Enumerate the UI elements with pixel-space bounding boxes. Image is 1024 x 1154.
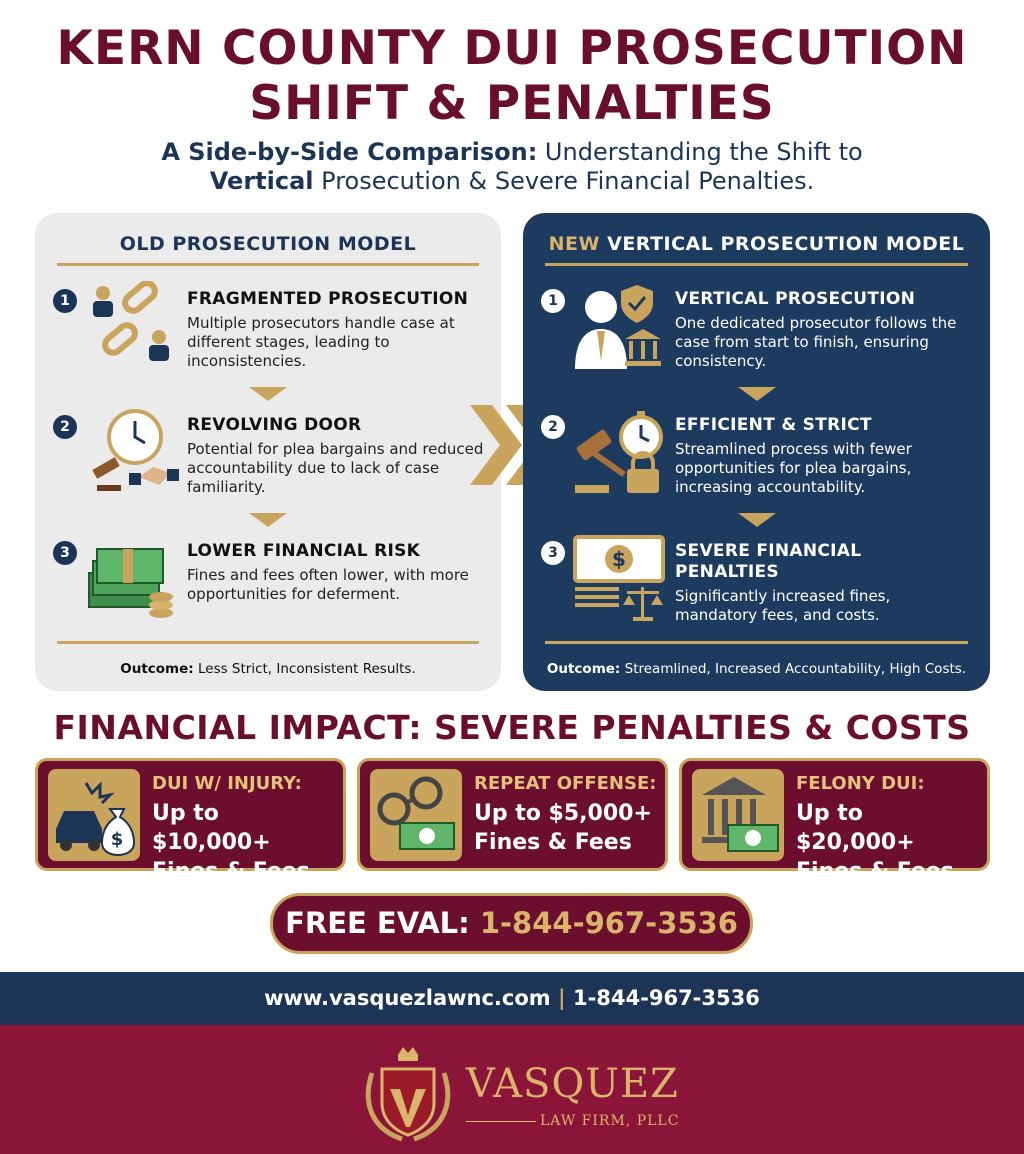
item-text: Streamlined process with fewer opportunities for plea bargains, increasing accountability.: [675, 440, 912, 496]
step-number: 3: [541, 541, 565, 565]
website-link[interactable]: www.vasquezlawnc.com: [264, 986, 551, 1010]
card-amount: Up to $10,000+: [152, 801, 271, 855]
card-value: [796, 799, 987, 886]
new-item-1: [523, 289, 990, 389]
old-outcome: [35, 661, 501, 677]
card-sub: Fines & Fees: [474, 830, 632, 855]
car-crash-money-icon: [48, 769, 140, 861]
prosecutor-shield-icon: [571, 281, 667, 371]
card-sub: Fines & Fees: [796, 859, 954, 884]
free-eval-call-button[interactable]: [270, 893, 753, 954]
divider: [57, 641, 479, 644]
outcome-label: Outcome:: [120, 661, 194, 677]
step-number: 2: [53, 415, 77, 439]
subtitle-bold: Vertical: [209, 167, 314, 195]
cta-label: FREE EVAL:: [285, 906, 480, 940]
item-text: Potential for plea bargains and reduced accountability due to lack of case familiarity.: [187, 440, 484, 496]
handcuffs-money-icon: [370, 769, 462, 861]
title-line-2: SHIFT & PENALTIES: [249, 76, 775, 131]
gavel-stopwatch-lock-icon: [571, 407, 667, 497]
down-arrow-icon: [249, 387, 287, 401]
card-title: DUI W/ INJURY:: [152, 773, 302, 794]
subtitle-text: Prosecution & Severe Financial Penalties.: [313, 167, 815, 195]
card-sub: Fines & Fees: [152, 859, 310, 884]
outcome-label: Outcome:: [546, 661, 621, 677]
heading-accent: NEW: [548, 233, 600, 255]
old-item-1: [35, 289, 501, 389]
dollar-bill-scales-icon: [571, 533, 667, 623]
item-text: One dedicated prosecutor follows the case from start to finish, ensuring consistency.: [675, 314, 957, 370]
new-outcome: [523, 661, 990, 677]
penalty-card-repeat-offense: [357, 758, 668, 871]
heading-text: VERTICAL PROSECUTION MODEL: [600, 233, 965, 255]
card-value: [152, 799, 343, 886]
item-text: Fines and fees often lower, with more opportunities for deferment.: [187, 566, 469, 603]
svg-text:$: $: [612, 547, 626, 571]
card-amount: Up to $5,000+: [474, 801, 652, 826]
card-title: REPEAT OFFENSE:: [474, 773, 657, 794]
penalty-card-felony-dui: [679, 758, 990, 884]
item-title: FRAGMENTED PROSECUTION: [187, 289, 469, 309]
divider: [545, 263, 968, 266]
money-stack-icon: [83, 533, 179, 623]
contact-band: [0, 972, 1024, 1025]
outcome-text: Less Strict, Inconsistent Results.: [193, 661, 416, 677]
logo-rule: [466, 1106, 666, 1108]
down-arrow-icon: [249, 513, 287, 527]
financial-impact-heading: FINANCIAL IMPACT: SEVERE PENALTIES & COSTS: [53, 708, 971, 747]
logo-line: [466, 1121, 536, 1122]
step-number: 1: [541, 289, 565, 313]
step-number: 2: [541, 415, 565, 439]
new-item-2: [523, 415, 990, 515]
penalty-card-dui-injury: [35, 758, 346, 884]
new-model-heading: [523, 233, 990, 255]
item-title: REVOLVING DOOR: [187, 415, 362, 435]
item-text: Significantly increased fines, mandatory fees, and costs.: [675, 587, 891, 624]
old-model-panel: [35, 213, 501, 691]
subtitle-line-2: [0, 167, 1024, 196]
clock-gavel-handshake-icon: [83, 407, 179, 497]
logo-subtitle: LAW FIRM, PLLC: [540, 1113, 680, 1129]
subtitle-bold: A Side-by-Side Comparison:: [161, 138, 538, 166]
card-amount: Up to $20,000+: [796, 801, 915, 855]
svg-text:$: $: [110, 829, 124, 850]
outcome-text: Streamlined, Increased Accountability, High Costs.: [620, 661, 967, 677]
item-title: SEVERE FINANCIAL PENALTIES: [675, 541, 862, 582]
footer: [0, 1025, 1024, 1154]
down-arrow-icon: [738, 387, 776, 401]
divider: [545, 641, 968, 644]
subtitle-text: Understanding the Shift to: [537, 138, 863, 166]
subtitle-line-1: [0, 138, 1024, 167]
card-value: [474, 799, 652, 857]
title-line-1: KERN COUNTY DUI PROSECUTION: [56, 21, 968, 76]
old-model-heading: OLD PROSECUTION MODEL: [119, 233, 417, 255]
phone-link[interactable]: 1-844-967-3536: [572, 986, 760, 1010]
courthouse-money-icon: [692, 769, 784, 861]
logo-name: VASQUEZ: [466, 1061, 679, 1107]
item-title: LOWER FINANCIAL RISK: [187, 541, 421, 561]
item-title: EFFICIENT & STRICT: [675, 415, 872, 435]
old-item-3: [35, 541, 501, 641]
step-number: 1: [53, 289, 77, 313]
card-title: FELONY DUI:: [796, 773, 925, 794]
old-item-2: [35, 415, 501, 515]
new-model-panel: [523, 213, 990, 691]
item-text: Multiple prosecutors handle case at different stages, leading to inconsistencies.: [187, 314, 455, 370]
separator: |: [550, 986, 573, 1010]
new-item-3: [523, 541, 990, 641]
firm-crest-logo: [358, 1043, 458, 1145]
item-title: VERTICAL PROSECUTION: [675, 289, 916, 309]
step-number: 3: [53, 541, 77, 565]
divider: [57, 263, 479, 266]
broken-chain-icon: [83, 281, 179, 371]
cta-phone: 1-844-967-3536: [479, 906, 738, 940]
down-arrow-icon: [738, 513, 776, 527]
